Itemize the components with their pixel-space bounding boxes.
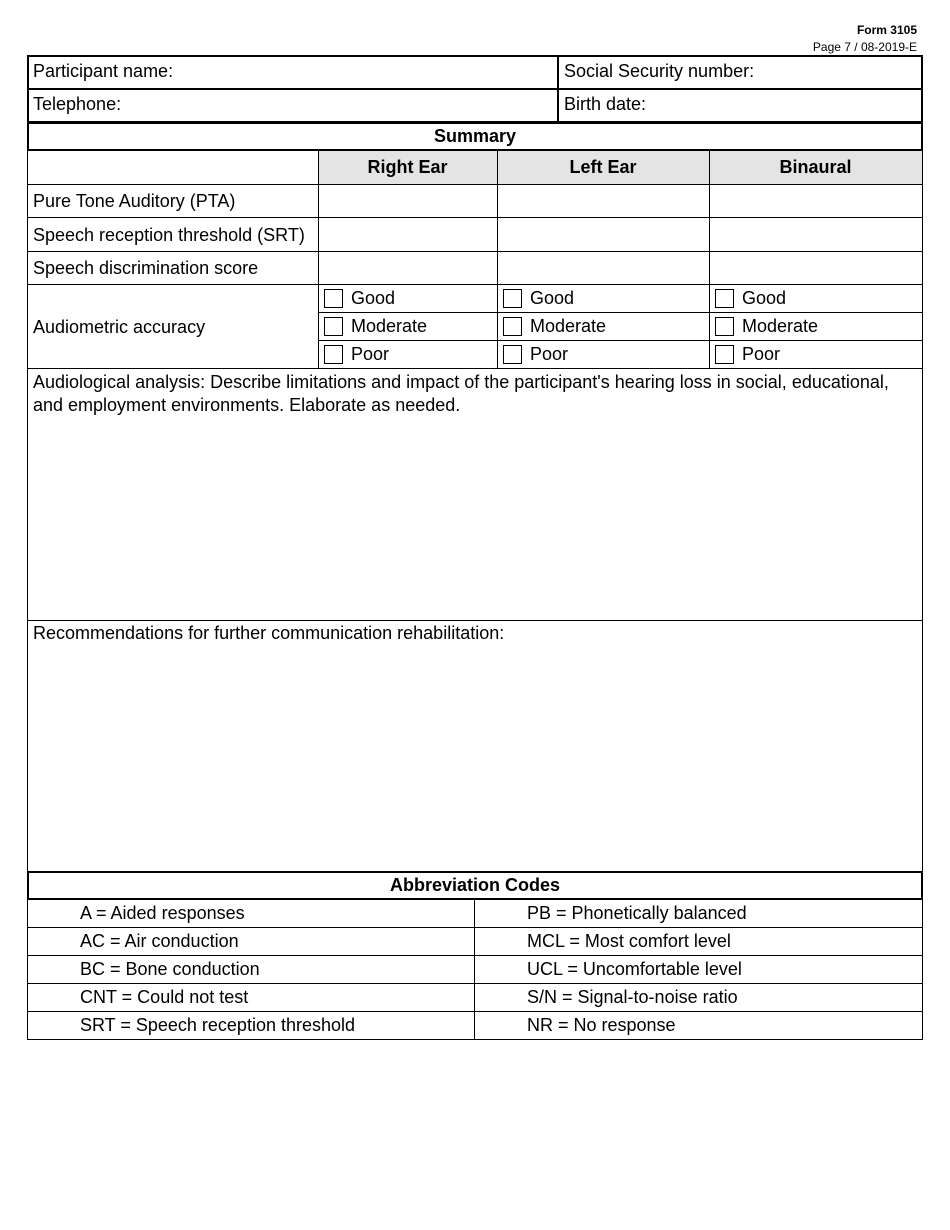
right-ear-good-checkbox[interactable]	[324, 289, 343, 308]
binaural-good-checkbox[interactable]	[715, 289, 734, 308]
column-header-left-ear: Left Ear	[569, 157, 637, 177]
divider	[27, 620, 923, 621]
abbreviation-entry: S/N = Signal-to-noise ratio	[527, 987, 738, 1007]
right-ear-poor-checkbox[interactable]	[324, 345, 343, 364]
divider	[27, 955, 923, 956]
recommendations-text-area[interactable]	[28, 646, 922, 870]
divider	[557, 55, 559, 123]
row-label-pta: Pure Tone Auditory (PTA)	[33, 191, 236, 211]
divider	[474, 899, 475, 1039]
ssn-label[interactable]: Social Security number:	[564, 61, 755, 81]
summary-title: Summary	[433, 126, 517, 146]
binaural-moderate-label: Moderate	[742, 316, 819, 336]
right-ear-good-label: Good	[351, 288, 396, 308]
srt-binaural-field[interactable]	[710, 218, 922, 250]
binaural-moderate-checkbox[interactable]	[715, 317, 734, 336]
abbreviation-entry: UCL = Uncomfortable level	[527, 959, 742, 979]
divider	[318, 312, 923, 313]
abbreviation-entry: BC = Bone conduction	[80, 959, 260, 979]
abbreviation-entry: SRT = Speech reception threshold	[80, 1015, 356, 1035]
abbreviation-entry: MCL = Most comfort level	[527, 931, 731, 951]
birth-date-label[interactable]: Birth date:	[564, 94, 647, 114]
page-info: Page 7 / 08-2019-E	[812, 40, 917, 54]
right-ear-moderate-label: Moderate	[351, 316, 428, 336]
analysis-label-line1: Audiological analysis: Describe limitations and impact of the participant's hearing loss in social, educational,	[33, 372, 889, 392]
analysis-text-area[interactable]	[28, 418, 922, 619]
discrimination-right-ear-field[interactable]	[319, 252, 496, 283]
divider	[27, 88, 923, 90]
left-ear-moderate-label: Moderate	[530, 316, 607, 336]
binaural-poor-checkbox[interactable]	[715, 345, 734, 364]
analysis-label-line2: and employment environments. Elaborate as needed.	[33, 395, 461, 415]
srt-left-ear-field[interactable]	[498, 218, 708, 250]
left-ear-poor-label: Poor	[530, 344, 569, 364]
pta-binaural-field[interactable]	[710, 185, 922, 216]
divider	[27, 983, 923, 984]
discrimination-left-ear-field[interactable]	[498, 252, 708, 283]
telephone-label[interactable]: Telephone:	[33, 94, 122, 114]
binaural-good-label: Good	[742, 288, 787, 308]
left-ear-poor-checkbox[interactable]	[503, 345, 522, 364]
recommendations-label: Recommendations for further communication rehabilitation:	[33, 623, 505, 643]
right-ear-moderate-checkbox[interactable]	[324, 317, 343, 336]
participant-name-label[interactable]: Participant name:	[33, 61, 174, 81]
srt-right-ear-field[interactable]	[319, 218, 496, 250]
divider	[27, 284, 923, 285]
row-label-audiometric-accuracy: Audiometric accuracy	[33, 317, 206, 337]
left-ear-moderate-checkbox[interactable]	[503, 317, 522, 336]
abbreviation-entry: CNT = Could not test	[80, 987, 249, 1007]
abbreviation-entry: NR = No response	[527, 1015, 676, 1035]
left-ear-good-label: Good	[530, 288, 575, 308]
pta-left-ear-field[interactable]	[498, 185, 708, 216]
divider	[318, 340, 923, 341]
abbreviation-entry: PB = Phonetically balanced	[527, 903, 747, 923]
right-ear-poor-label: Poor	[351, 344, 390, 364]
column-header-binaural: Binaural	[779, 157, 852, 177]
abbreviation-entry: AC = Air conduction	[80, 931, 239, 951]
binaural-poor-label: Poor	[742, 344, 781, 364]
abbreviation-title: Abbreviation Codes	[389, 875, 561, 895]
divider	[27, 1011, 923, 1012]
row-label-srt: Speech reception threshold (SRT)	[33, 225, 305, 245]
row-label-speech-discrimination: Speech discrimination score	[33, 258, 259, 278]
column-header-right-ear: Right Ear	[367, 157, 448, 177]
form-number: Form 3105	[856, 23, 917, 37]
divider	[27, 927, 923, 928]
abbreviation-entry: A = Aided responses	[80, 903, 245, 923]
divider	[27, 368, 923, 369]
left-ear-good-checkbox[interactable]	[503, 289, 522, 308]
pta-right-ear-field[interactable]	[319, 185, 496, 216]
discrimination-binaural-field[interactable]	[710, 252, 922, 283]
